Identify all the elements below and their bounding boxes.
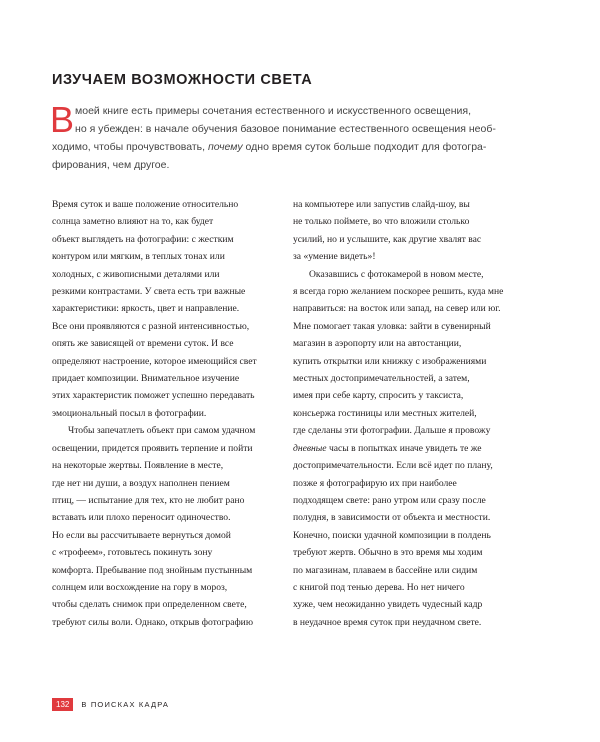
text-line: характеристики: яркость, цвет и направление. — [52, 303, 240, 315]
text-line: определяют настроение, которое имеющийся свет — [52, 355, 257, 367]
text-line: усилий, но и услышите, как другие хвалят вас — [293, 233, 482, 245]
text-line: Конечно, поиски удачной композиции в полдень — [293, 529, 491, 541]
text-line: солнца заметно влияют на то, как будет — [52, 216, 214, 228]
text-line: с книгой под тенью дерева. Но нет ничего — [293, 581, 465, 593]
text-line: на компьютере или запустив слайд-шоу, вы — [293, 199, 470, 210]
text-line: этих характеристик поможет успешно передавать — [52, 390, 255, 402]
text-line: Все они проявляются с разной интенсивностью, — [52, 320, 250, 332]
page-number: 132 — [52, 698, 73, 711]
text-line: опять же зависящей от времени суток. И все — [52, 338, 234, 350]
text-line: полудня, в зависимости от объекта и местности. — [293, 512, 491, 524]
text-fragment: часы в попытках иначе увидеть те же — [328, 442, 482, 454]
drop-cap: В — [50, 99, 75, 140]
text-line: птиц, — испытание для тех, кто не любит рано — [52, 494, 245, 506]
text-line: комфорта. Пребывание под знойным пустынным — [52, 564, 253, 576]
text-line: резкими контрастами. У света есть три важные — [52, 286, 246, 298]
text-line: требуют силы воли. Однако, открыв фотографию — [52, 616, 253, 628]
right-column — [293, 196, 525, 631]
text-line: Мне помогает такая уловка: зайти в сувенирный — [293, 320, 491, 332]
text-line: холодных, с живописными деталями или — [52, 268, 220, 280]
page-footer — [52, 698, 169, 711]
text-line: по магазинам, плаваем в бассейне или сидим — [293, 564, 478, 576]
text-line: купить открытки или книжку с изображениями — [293, 355, 487, 367]
text-line: солнцем или восхождение на гору в мороз, — [52, 581, 228, 593]
text-line: требуют жертв. Обычно в это время мы ходим — [293, 547, 483, 559]
text-line: достопримечательности. Если всё идет по плану, — [293, 460, 493, 472]
text-line — [293, 440, 525, 457]
text-line: за «умение видеть»! — [293, 251, 376, 263]
text-line: Оказавшись с фотокамерой в новом месте, — [309, 268, 484, 280]
intro-emphasis: почему — [207, 141, 243, 153]
text-line: магазин в аэропорту или на автостанции, — [293, 338, 462, 350]
text-line: вставать или плохо переносит одиночество. — [52, 512, 231, 524]
intro-line: моей книге есть примеры сочетания естественного и искусственного освещения, — [75, 105, 472, 117]
text-line: где сделаны эти фотографии. Дальше я провожу — [293, 425, 491, 437]
intro-line: но я убежден: в начале обучения базовое понимание естественного освещения необ- — [75, 123, 496, 135]
intro-line: фирования, чем другое. — [52, 159, 170, 171]
text-line: контуром или мягким, в теплых тонах или — [52, 251, 225, 263]
text-line: придает композиции. Внимательное изучение — [52, 373, 240, 385]
page-title: ИЗУЧАЕМ ВОЗМОЖНОСТИ СВЕТА — [52, 71, 313, 88]
text-line: эмоциональный посыл в фотографии. — [52, 407, 207, 419]
left-column — [52, 196, 284, 631]
text-line: консьержа гостиницы или местных жителей, — [293, 407, 477, 419]
text-line: чтобы сделать снимок при определенном свете, — [52, 599, 247, 611]
text-line: подходящем свете: рано утром или сразу после — [293, 494, 486, 506]
text-line: Время суток и ваше положение относительно — [52, 199, 239, 210]
text-line: не только поймете, во что вложили столько — [293, 216, 470, 228]
text-emphasis: дневные — [293, 442, 327, 454]
text-line: освещении, придется проявить терпение и пойти — [52, 442, 253, 454]
intro-text: одно время суток больше подходит для фотогра- — [245, 141, 487, 153]
text-line: местных достопримечательностей, а затем, — [293, 373, 470, 385]
text-line: я всегда горю желанием поскорее решить, куда мне — [293, 286, 504, 298]
text-line: направиться: на восток или запад, на север или юг. — [293, 303, 501, 315]
text-line: позже я фотографирую их при наиболее — [293, 477, 457, 489]
text-line: хуже, чем неожиданно увидеть чудесный кадр — [293, 599, 483, 611]
intro-line — [52, 138, 522, 156]
text-line: Чтобы запечатлеть объект при самом удачном — [68, 425, 256, 437]
text-line: на некоторые жертвы. Появление в месте, — [52, 460, 224, 472]
intro-paragraph — [50, 99, 522, 174]
text-line: Но если вы рассчитываете вернуться домой — [52, 529, 231, 541]
text-line: в неудачное время суток при неудачном свете. — [293, 616, 482, 628]
section-name: В ПОИСКАХ КАДРА — [81, 700, 170, 709]
text-line: имея при себе карту, спросить у таксиста, — [293, 390, 464, 402]
text-line: где нет ни души, а воздух наполнен пением — [52, 477, 230, 489]
text-line: с «трофеем», готовьтесь покинуть зону — [52, 547, 213, 559]
text-line: объект выглядеть на фотографии: с жестким — [52, 233, 234, 245]
intro-text: ходимо, чтобы прочувствовать, — [52, 141, 206, 153]
